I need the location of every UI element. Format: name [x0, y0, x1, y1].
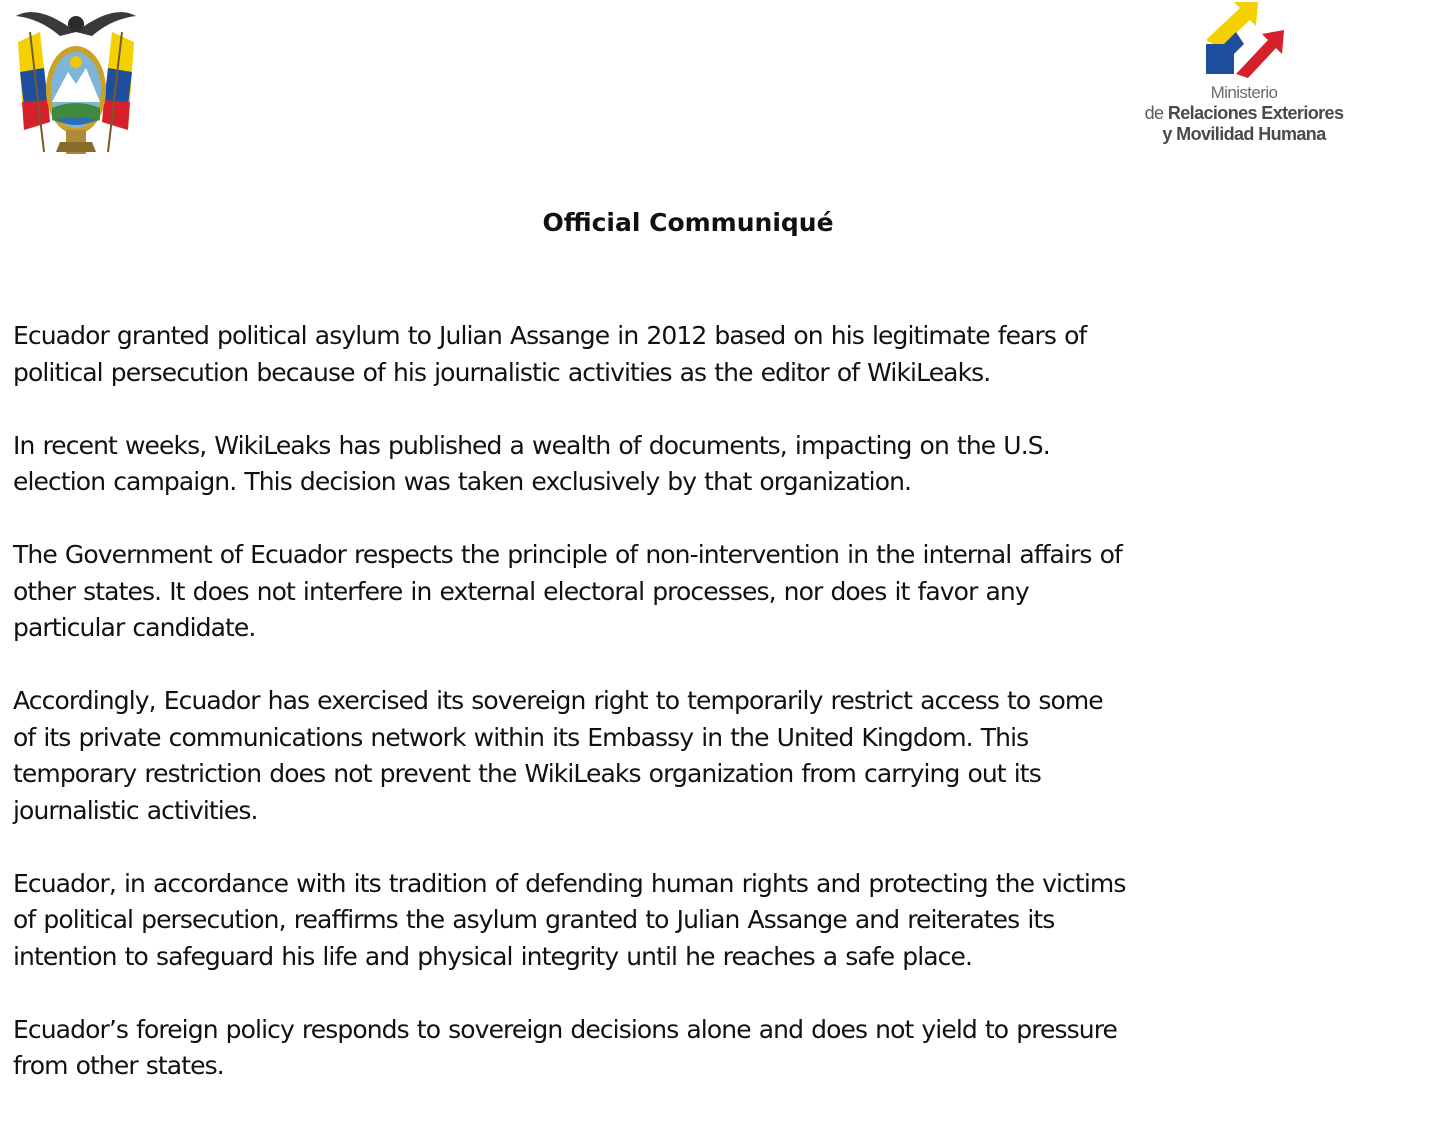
- paragraph-line: temporary restriction does not prevent the WikiLeaks organization from carrying out its: [13, 759, 1041, 788]
- paragraph-line: In recent weeks, WikiLeaks has published a wealth of documents, impacting on the U.S.: [13, 430, 1050, 460]
- paragraph-line: journalistic activities.: [13, 795, 258, 825]
- paragraph-line: particular candidate.: [13, 613, 256, 642]
- paragraph: [13, 428, 1403, 501]
- paragraph: [13, 537, 1403, 647]
- paragraph-line: Accordingly, Ecuador has exercised its sovereign right to temporarily restrict access to some: [13, 686, 1103, 715]
- ministry-name-line2-prefix: de: [1144, 103, 1164, 123]
- paragraph-line: Ecuador, in accordance with its tradition of defending human rights and protecting the victims: [13, 868, 1126, 898]
- paragraph-line: of political persecution, reaffirms the asylum granted to Julian Assange and reiterates its: [13, 905, 1055, 934]
- paragraph: [13, 683, 1403, 829]
- ministry-name: [1122, 82, 1366, 145]
- ministry-name-line3-bold: y Movilidad Humana: [1162, 124, 1326, 144]
- paragraph-line: of its private communications network within its Embassy in the United Kingdom. This: [13, 722, 1029, 752]
- ministry-name-line3: [1122, 124, 1366, 145]
- ministry-name-line2-bold: Relaciones Exteriores: [1167, 103, 1344, 123]
- paragraph: [13, 1012, 1403, 1085]
- document-body: [13, 318, 1403, 1121]
- paragraph-line: from other states.: [13, 1051, 224, 1080]
- ministry-name-line2: [1122, 103, 1366, 124]
- paragraph-line: Ecuador granted political asylum to Julian Assange in 2012 based on his legitimate fears of: [13, 321, 1087, 350]
- paragraph-line: intention to safeguard his life and physical integrity until he reaches a safe place.: [13, 941, 973, 971]
- ministry-arrows-logo-icon: [1200, 0, 1286, 80]
- paragraph-line: The Government of Ecuador respects the principle of non-intervention in the internal affairs of: [13, 540, 1122, 569]
- coat-of-arms-graphic: [10, 2, 142, 158]
- paragraph-line: election campaign. This decision was taken exclusively by that organization.: [13, 467, 912, 496]
- ministry-arrows-graphic: [1200, 0, 1286, 80]
- paragraph-line: other states. It does not interfere in external electoral processes, nor does it favor any: [13, 576, 1029, 606]
- paragraph: [13, 318, 1403, 391]
- document-title: Official Communiqué: [542, 208, 834, 237]
- ecuador-coat-of-arms-icon: [10, 2, 142, 158]
- paragraph: [13, 866, 1403, 976]
- ministry-logo: [1122, 0, 1366, 150]
- paragraph-line: Ecuador’s foreign policy responds to sovereign decisions alone and does not yield to pressure: [13, 1014, 1118, 1044]
- ministry-name-line1: Ministerio: [1210, 83, 1278, 102]
- paragraph-line: political persecution because of his journalistic activities as the editor of WikiLeaks.: [13, 357, 991, 387]
